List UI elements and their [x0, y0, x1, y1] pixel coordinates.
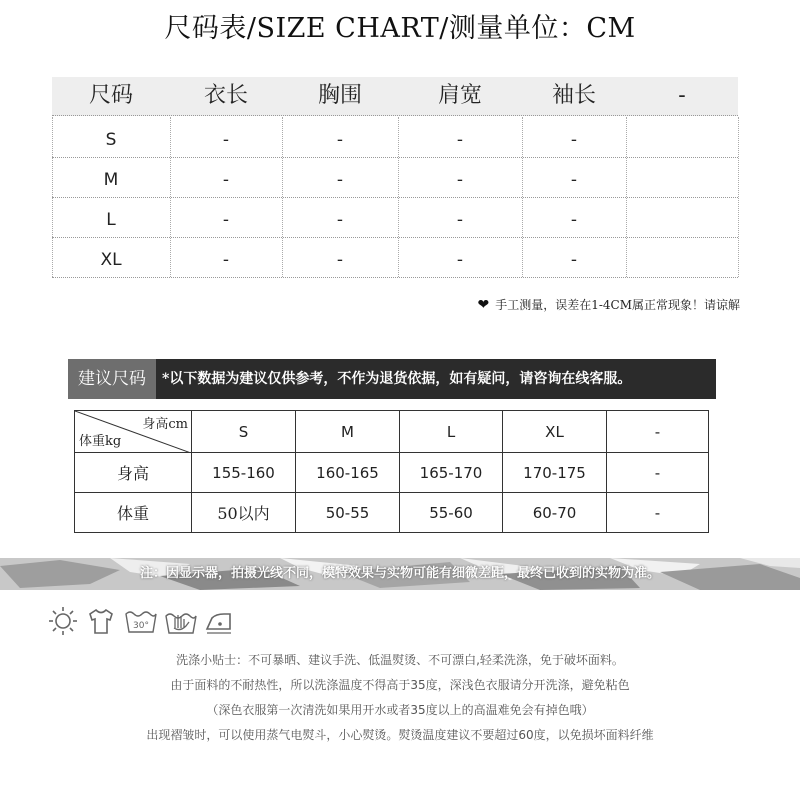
header-extra: - [678, 83, 686, 108]
table-row [52, 197, 738, 238]
care-tip-line-2: 由于面料的不耐热性，所以洗涤温度不得高于35度，深浅色衣服请分开洗涤，避免粘色 [170, 678, 630, 692]
disclaimer-text: 注：因显示器，拍摄光线不同，模特效果与实物可能有细微差距，最终已收到的实物为准。 [139, 566, 660, 581]
height-cell: 160-165 [296, 453, 400, 493]
header-size: 尺码 [88, 83, 133, 108]
care-tip-line-1: 洗涤小贴士：不可暴晒、建议手洗、低温熨烫、不可漂白,轻柔洗涤，免于破坏面料。 [176, 653, 624, 667]
header-chest: 胸围 [317, 83, 362, 108]
recommend-label: 建议尺码 [68, 359, 156, 399]
heart-icon: ❤ [477, 297, 490, 313]
cell-shoulder: - [456, 170, 464, 190]
page-title: 尺码表/SIZE CHART/测量单位：CM [164, 13, 636, 44]
measure-note [400, 296, 740, 313]
header-shoulder: 肩宽 [437, 83, 482, 108]
table-divider [626, 117, 627, 277]
iron-icon [204, 606, 234, 636]
header-sleeve: 袖长 [551, 83, 596, 108]
weight-cell: - [607, 493, 709, 533]
corner-height-label: 身高cm [142, 417, 188, 432]
size-label: S [105, 130, 117, 150]
table-row [75, 453, 709, 493]
cell-sleeve: - [570, 250, 578, 270]
col-header-m: M [296, 411, 400, 453]
cell-length: - [222, 250, 230, 270]
height-cell: 170-175 [503, 453, 607, 493]
table-row [52, 157, 738, 198]
table-row [75, 493, 709, 533]
weight-cell: 50以内 [192, 493, 296, 533]
wash-temp-label: 30° [133, 621, 149, 631]
size-label: XL [100, 250, 122, 270]
col-header-s: S [192, 411, 296, 453]
sun-icon [48, 606, 78, 636]
cell-chest: - [336, 210, 344, 230]
cell-length: - [222, 170, 230, 190]
table-divider [52, 117, 53, 277]
cell-shoulder: - [456, 130, 464, 150]
height-cell: - [607, 453, 709, 493]
size-chart-table [52, 77, 738, 277]
weight-cell: 60-70 [503, 493, 607, 533]
table-divider [398, 117, 399, 277]
weight-cell: 50-55 [296, 493, 400, 533]
table-divider [282, 117, 283, 277]
corner-weight-label: 体重kg [79, 434, 122, 449]
table-row [52, 237, 738, 278]
row-label-height: 身高 [75, 453, 192, 493]
cell-length: - [222, 210, 230, 230]
care-tip-line-4: 出现褶皱时，可以使用蒸气电熨斗，小心熨烫。熨烫温度建议不要超过60度，以免损坏面料纤维 [146, 728, 654, 742]
care-tip-line-3: （深色衣服第一次清洗如果用开水或者35度以上的高温难免会有掉色哦） [206, 703, 594, 717]
recommend-note: *以下数据为建议仅供参考，不作为退货依据，如有疑问，请咨询在线客服。 [162, 371, 632, 387]
size-chart-header [52, 77, 738, 116]
size-label: M [103, 170, 119, 190]
cell-sleeve: - [570, 130, 578, 150]
cell-length: - [222, 130, 230, 150]
table-row [75, 411, 709, 453]
table-divider [522, 117, 523, 277]
col-header-xl: XL [503, 411, 607, 453]
cell-sleeve: - [570, 170, 578, 190]
header-length: 衣长 [203, 83, 248, 108]
cell-shoulder: - [456, 250, 464, 270]
cell-shoulder: - [456, 210, 464, 230]
tshirt-icon [86, 606, 116, 636]
cell-sleeve: - [570, 210, 578, 230]
cell-chest: - [336, 130, 344, 150]
recommend-table [74, 410, 709, 533]
size-label: L [106, 210, 116, 230]
cell-chest: - [336, 250, 344, 270]
disclaimer-band [0, 558, 800, 590]
table-row [52, 117, 738, 158]
height-cell: 155-160 [192, 453, 296, 493]
wash-30-icon [124, 606, 158, 636]
weight-cell: 55-60 [400, 493, 503, 533]
col-header-extra: - [607, 411, 709, 453]
table-divider [738, 117, 739, 277]
cell-chest: - [336, 170, 344, 190]
corner-cell [75, 411, 192, 453]
height-cell: 165-170 [400, 453, 503, 493]
hand-wash-icon [164, 606, 198, 636]
measure-note-text: 手工测量，误差在1-4CM属正常现象！请谅解 [495, 298, 740, 312]
table-divider [170, 117, 171, 277]
recommend-banner [68, 359, 716, 399]
row-label-weight: 体重 [75, 493, 192, 533]
col-header-l: L [400, 411, 503, 453]
